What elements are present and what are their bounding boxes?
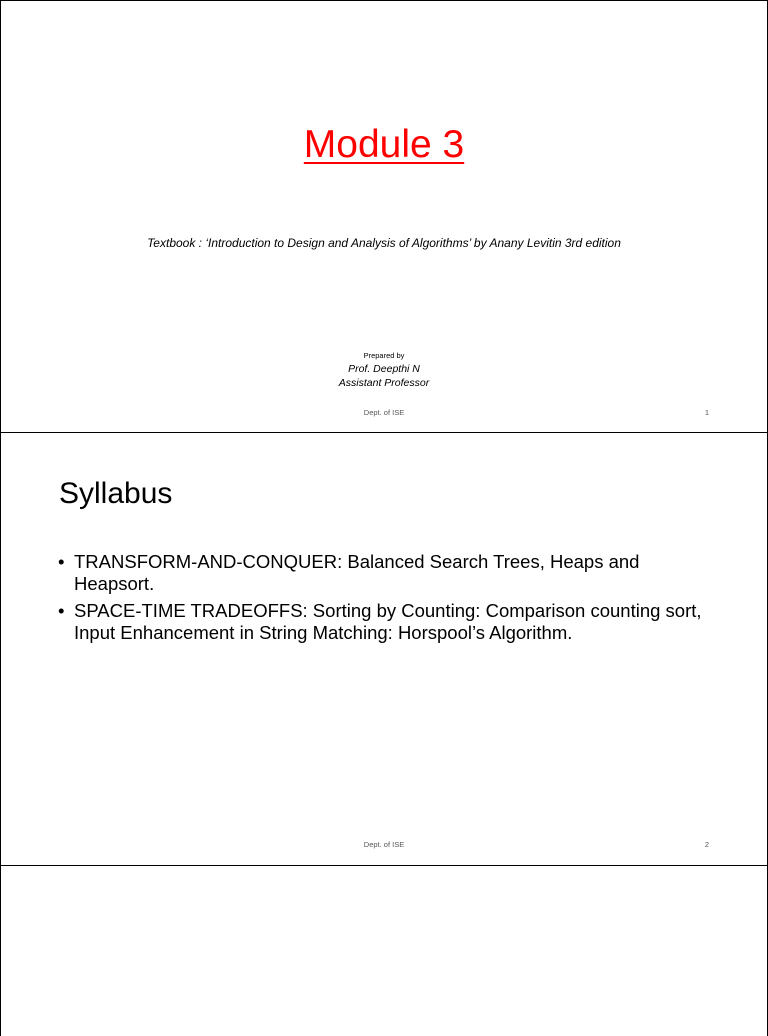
slide-footer: Dept. of ISE [363, 840, 405, 849]
list-item [58, 551, 708, 595]
textbook-subtitle: Textbook : ‘Introduction to Design and Analysis of Algorithms’ by Anany Levitin 3rd edition [147, 236, 621, 250]
list-item [58, 600, 708, 644]
slide-1 [0, 0, 768, 433]
slide-3 [0, 865, 768, 1036]
slide-2 [0, 432, 768, 866]
slide-heading: Syllabus [59, 477, 173, 510]
bullet-list [58, 551, 708, 649]
slide-page-number: 1 [704, 408, 709, 417]
list-item-text: SPACE-TIME TRADEOFFS: Sorting by Counting: Comparison counting sort, Input Enhancement in String Matching: Horspool’s Algorithm. [74, 600, 702, 643]
slide-page-number: 2 [704, 840, 709, 849]
slide-title: Module 3 [303, 123, 465, 166]
list-item-text: TRANSFORM-AND-CONQUER: Balanced Search Trees, Heaps and Heapsort. [74, 551, 640, 594]
slide-footer: Dept. of ISE [363, 408, 405, 417]
prepared-by-label: Prepared by [363, 351, 405, 360]
author-role: Assistant Professor [338, 377, 430, 389]
author-name: Prof. Deepthi N [348, 363, 420, 375]
bullet-icon: • [58, 551, 65, 572]
bullet-icon: • [58, 600, 65, 621]
